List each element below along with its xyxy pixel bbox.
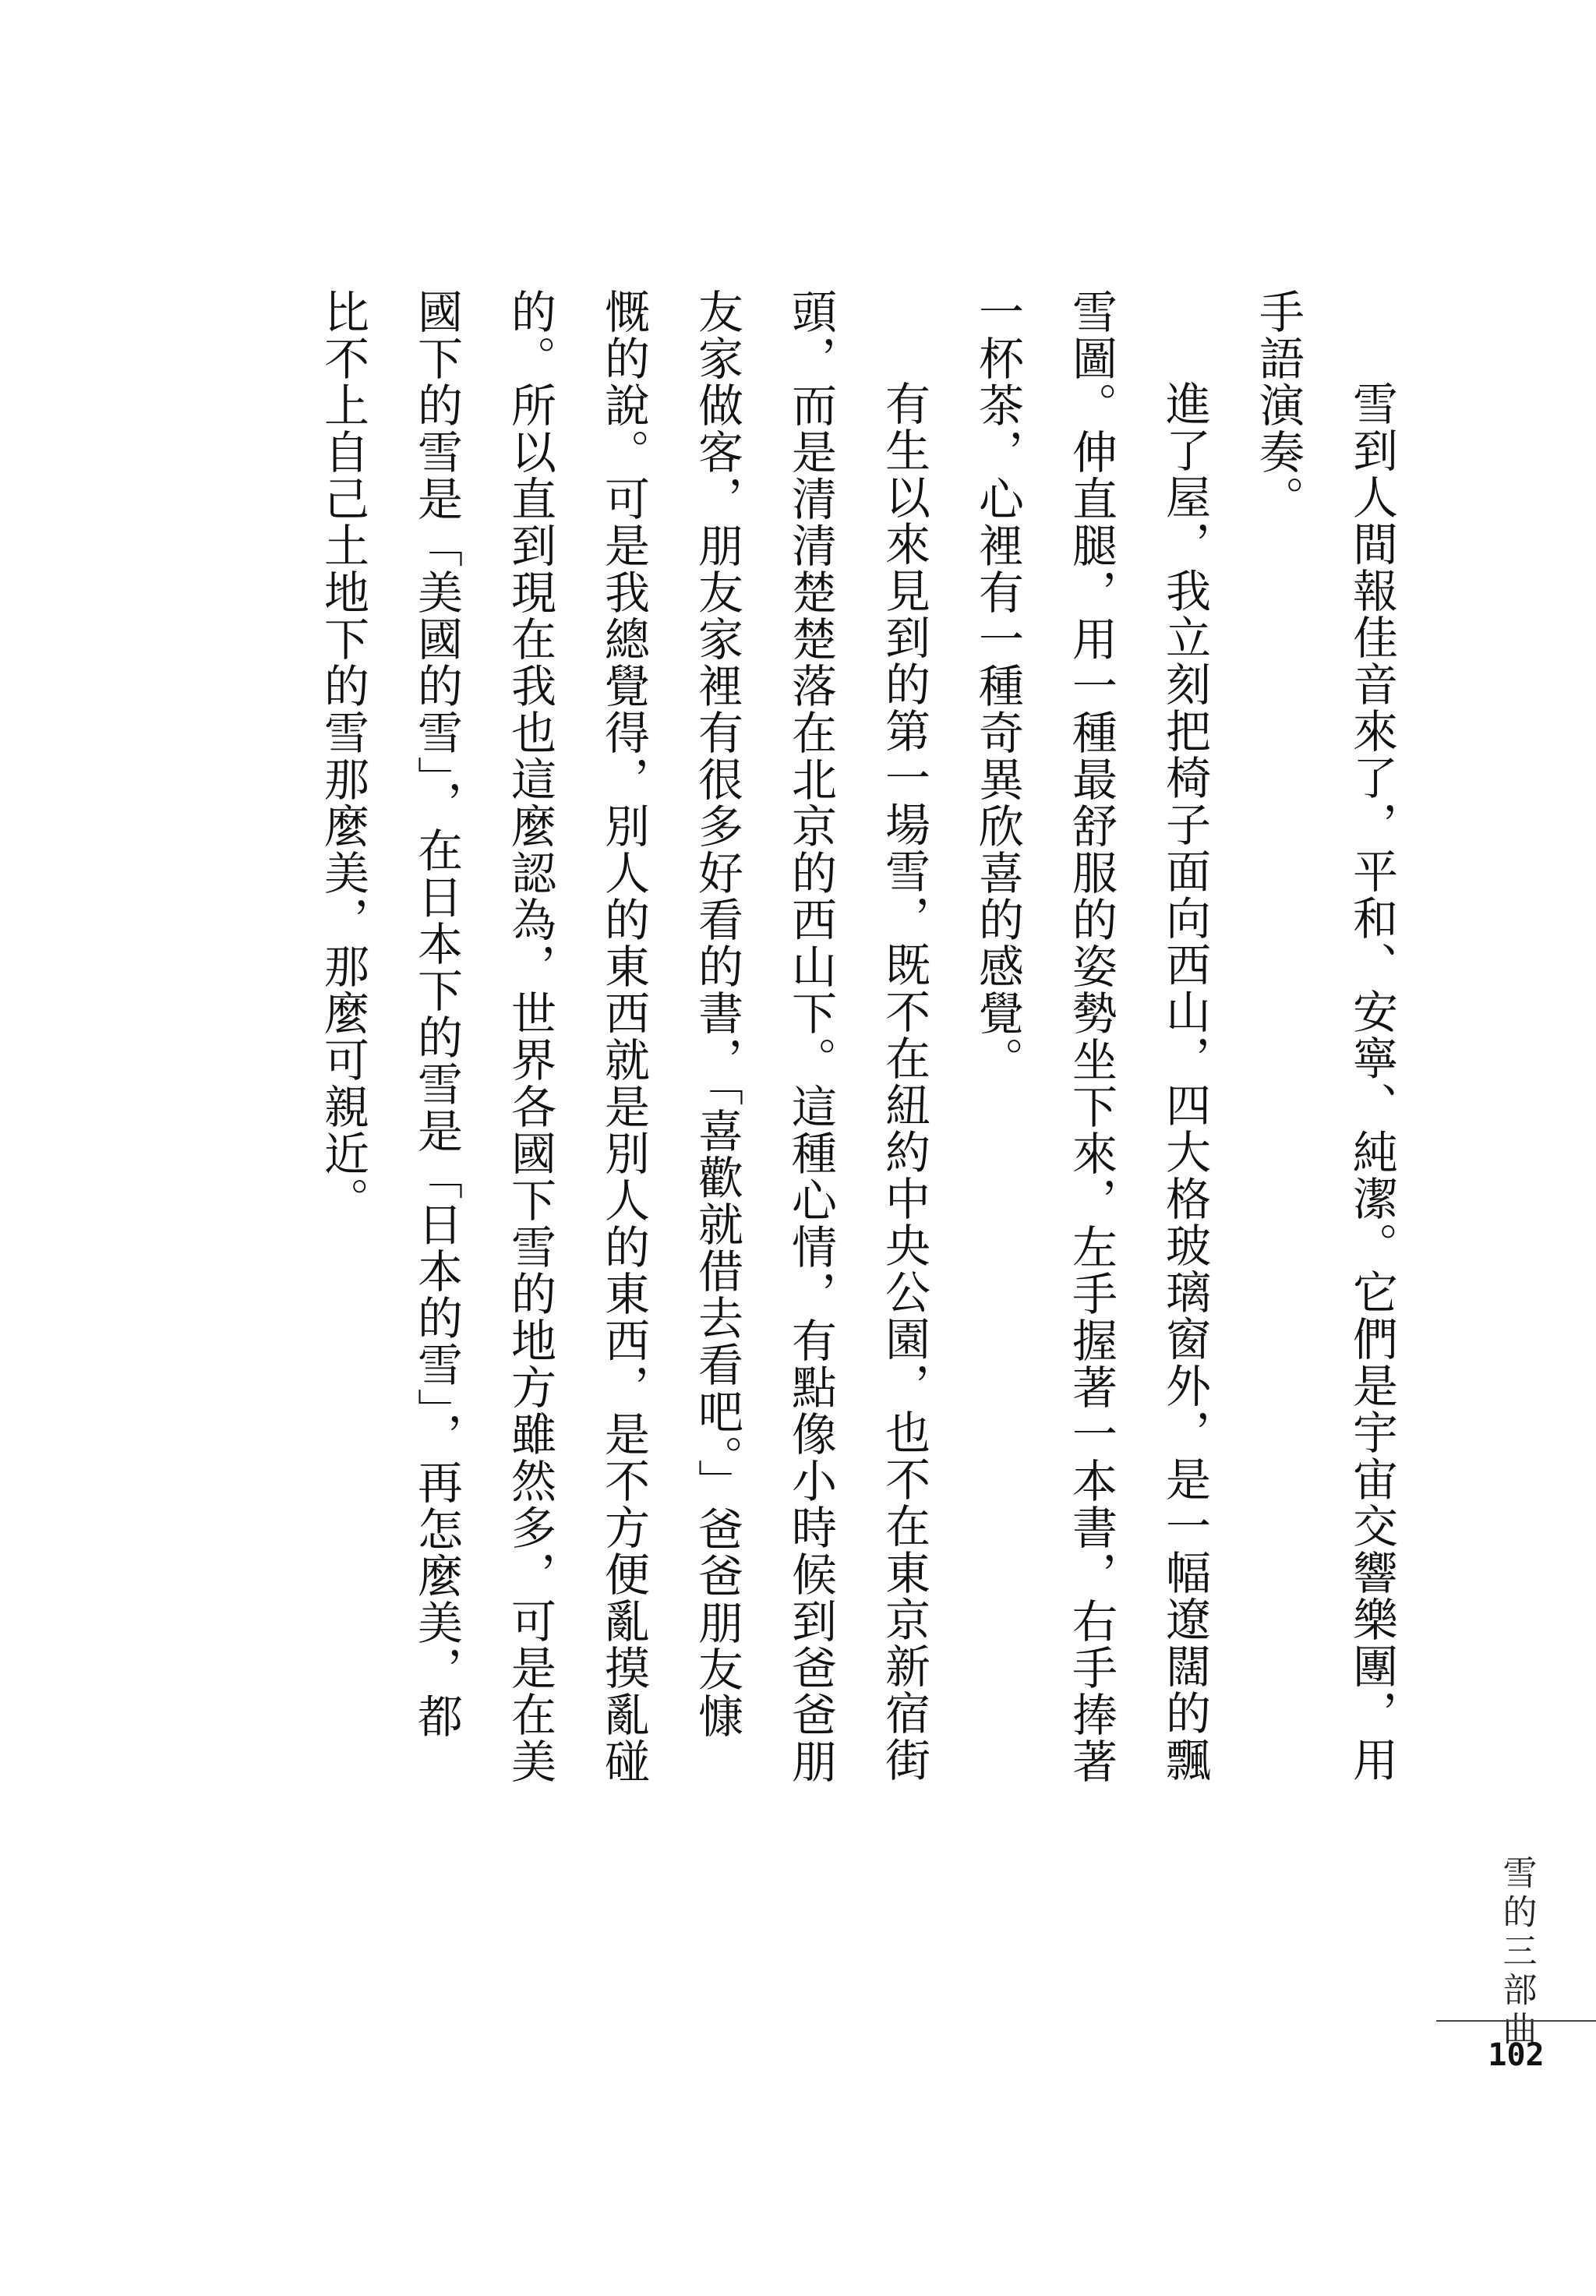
page-body bbox=[257, 288, 1411, 1847]
text-line: 比不上自己土地下的雪那麼美，那麼可親近。 bbox=[316, 288, 369, 1224]
running-header bbox=[1436, 1855, 1596, 2089]
text-line: 的。所以直到現在我也這麼認為，世界各國下雪的地方雖然多，可是在美 bbox=[503, 288, 556, 1785]
text-line: 手語演奏。 bbox=[1252, 288, 1305, 522]
text-line: 雪圖。伸直腿，用一種最舒服的姿勢坐下來，左手握著一本書，右手捧著 bbox=[1065, 288, 1118, 1785]
page-number: 102 bbox=[1488, 2037, 1545, 2073]
header-divider bbox=[1436, 2020, 1596, 2022]
text-line: 友家做客，朋友家裡有很多好看的書，「喜歡就借去看吧。」爸爸朋友慷 bbox=[690, 288, 743, 1740]
text-line: 有生以來見到的第一場雪，既不在紐約中央公園，也不在東京新宿街 bbox=[877, 380, 930, 1783]
text-line: 雪到人間報佳音來了，平和、安寧、純潔。它們是宇宙交響樂團，用 bbox=[1345, 380, 1398, 1783]
text-line: 國下的雪是「美國的雪」，在日本下的雪是「日本的雪」，再怎麼美，都 bbox=[410, 288, 463, 1740]
running-title: 雪的三部曲 bbox=[1496, 1855, 1537, 2050]
text-line: 慨的說。可是我總覺得，別人的東西就是別人的東西，是不方便亂摸亂碰 bbox=[597, 288, 650, 1785]
text-line: 進了屋，我立刻把椅子面向西山，四大格玻璃窗外，是一幅遼闊的飄 bbox=[1158, 380, 1211, 1783]
text-line: 一杯茶，心裡有一種奇異欣喜的感覺。 bbox=[971, 288, 1024, 1083]
text-line: 頭，而是清清楚楚落在北京的西山下。這種心情，有點像小時候到爸爸朋 bbox=[784, 288, 837, 1785]
